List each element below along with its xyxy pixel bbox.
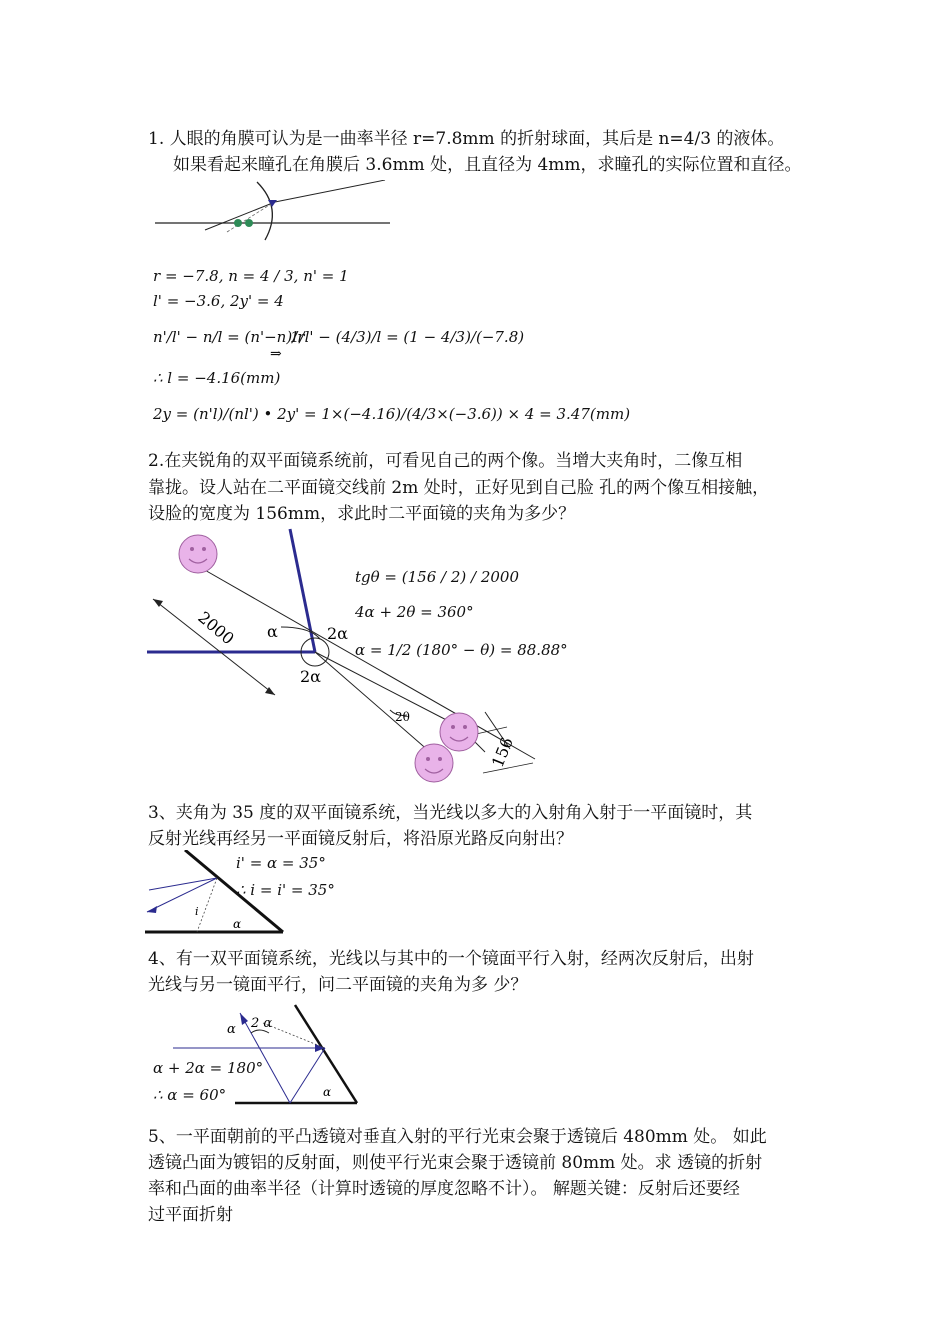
p2-text-line1: 2.在夹锐角的双平面镜系统前，可看见自己的两个像。当增大夹角时，二像互相 — [148, 451, 743, 471]
p2-label-2theta: 2θ — [395, 710, 410, 724]
p2-label-2alpha-bottom: 2α — [300, 667, 321, 686]
p1-eq4: ∴ l = −4.16(mm) — [153, 369, 281, 387]
p2-eq1: tgθ = (156 / 2) / 2000 — [355, 568, 519, 586]
p2-label-alpha: α — [267, 622, 278, 641]
p5-text-line4: 过平面折射 — [148, 1205, 233, 1225]
p2-label-2alpha-top: 2α — [327, 624, 348, 643]
p4-label-2alpha: 2 α — [251, 1016, 273, 1031]
p3-eq2: ∴ i = i' = 35° — [236, 881, 335, 899]
p4-label-alpha-corner: α — [323, 1085, 332, 1099]
p2-eq3: α = 1/2 (180° − θ) = 88.88° — [355, 641, 568, 659]
p3-text-line2: 反射光线再经另一平面镜反射后，将沿原光路反向射出？ — [148, 829, 573, 849]
p1-eq3-rhs: 1/l' − (4/3)/l = (1 − 4/3)/(−7.8) — [290, 328, 525, 346]
p3-eq1: i' = α = 35° — [236, 854, 326, 872]
p4-text-line1: 4、有一双平面镜系统，光线以与其中的一个镜面平行入射，经两次反射后，出射 — [148, 949, 754, 969]
p1-eq1: r = −7.8, n = 4 / 3, n' = 1 — [153, 267, 349, 285]
p2-eq2: 4α + 2θ = 360° — [355, 603, 474, 621]
p4-text-line2: 光线与另一镜面平行，问二平面镜的夹角为多 少？ — [148, 975, 528, 995]
p2-text-line2: 靠拢。设人站在二平面镜交线前 2m 处时，正好见到自己脸 孔的两个像互相接触， — [148, 478, 770, 498]
p1-eq3-lhs: n'/l' − n/l = (n'−n)/r — [153, 328, 305, 346]
p4-eq1: α + 2α = 180° — [153, 1059, 264, 1077]
p1-text-line2: 如果看起来瞳孔在角膜后 3.6mm 处，且直径为 4mm，求瞳孔的实际位置和直径。 — [173, 155, 802, 175]
p1-eq3-arrow: ⇒ — [270, 346, 282, 362]
p1-eye-diagram — [145, 180, 400, 242]
p5-text-line3: 率和凸面的曲率半径（计算时透镜的厚度忽略不计）。 解题关键：反射后还要经 — [148, 1179, 740, 1199]
p4-eq2: ∴ α = 60° — [153, 1086, 227, 1104]
p1-eq2: l' = −3.6, 2y' = 4 — [153, 292, 284, 310]
p2-label-2000: 2000 — [194, 607, 238, 649]
p4-label-alpha: α — [227, 1022, 236, 1037]
p2-label-156: 156 — [487, 734, 517, 770]
p5-text-line2: 透镜凸面为镀铝的反射面，则使平行光束会聚于透镜前 80mm 处。求 透镜的折射 — [148, 1153, 763, 1173]
p3-label-i: i — [195, 905, 199, 918]
p3-text-line1: 3、夹角为 35 度的双平面镜系统，当光线以多大的入射角入射于一平面镜时，其 — [148, 803, 753, 823]
p3-label-alpha: α — [233, 917, 242, 931]
p2-text-line3: 设脸的宽度为 156mm，求此时二平面镜的夹角为多少？ — [148, 504, 576, 524]
p5-text-line1: 5、一平面朝前的平凸透镜对垂直入射的平行光束会聚于透镜后 480mm 处。 如此 — [148, 1127, 767, 1147]
p1-text-line1: 1. 人眼的角膜可认为是一曲率半径 r=7.8mm 的折射球面，其后是 n=4/3 的液体。 — [148, 129, 785, 149]
p1-eq5: 2y = (n'l)/(nl') • 2y' = 1×(−4.16)/(4/3×(−3.6)) × 4 = 3.47(mm) — [153, 405, 631, 423]
